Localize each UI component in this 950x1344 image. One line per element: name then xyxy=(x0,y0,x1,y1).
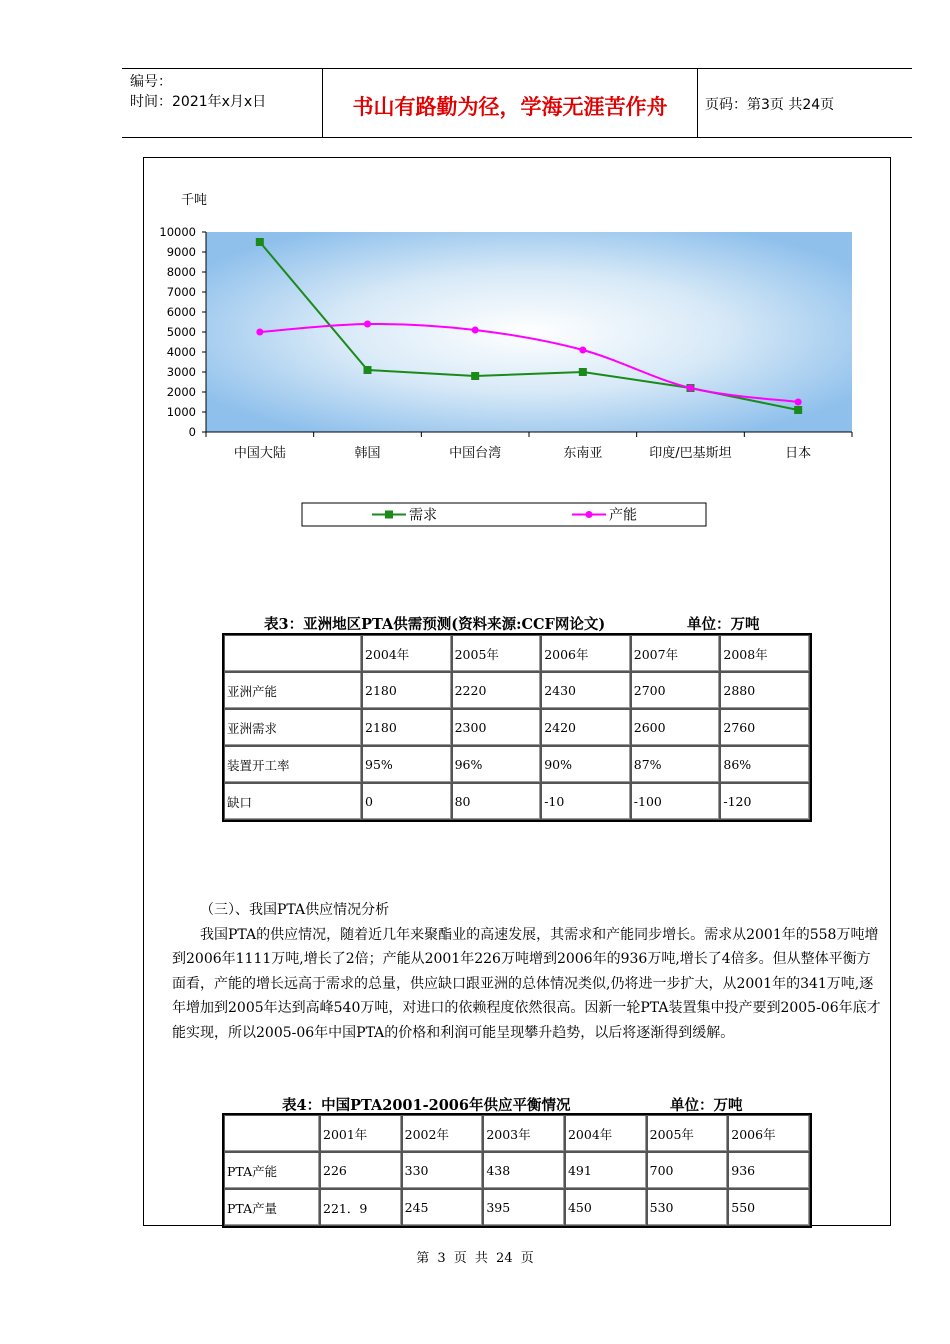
table3-unit: 单位：万吨 xyxy=(687,616,760,633)
table3 xyxy=(222,633,812,822)
table-header-cell: 2006年 xyxy=(541,635,631,672)
section-text xyxy=(172,898,882,1045)
data-point-circle xyxy=(256,329,263,336)
table-cell: 0 xyxy=(362,783,452,820)
table-cell: 缺口 xyxy=(224,783,362,820)
table-row xyxy=(224,746,810,783)
legend-box xyxy=(302,503,706,526)
header-page-cell xyxy=(697,69,912,137)
data-point-circle xyxy=(687,385,694,392)
y-axis-label: 千吨 xyxy=(181,193,208,208)
y-tick-label: 6000 xyxy=(166,305,196,319)
motto: 书山有路勤为径，学海无涯苦作舟 xyxy=(352,95,668,119)
table-cell: 438 xyxy=(483,1152,565,1189)
table-cell: 936 xyxy=(728,1152,810,1189)
table-cell: 221．9 xyxy=(320,1189,402,1226)
table-cell: 2760 xyxy=(720,709,810,746)
number-label: 编号： xyxy=(130,74,172,90)
table-header-cell: 2006年 xyxy=(728,1115,810,1152)
data-point-square xyxy=(579,368,587,376)
table-cell: 395 xyxy=(483,1189,565,1226)
table3-caption xyxy=(264,613,760,634)
table-cell: PTA产量 xyxy=(224,1189,320,1226)
table-cell: -10 xyxy=(541,783,631,820)
x-tick-label: 中国台湾 xyxy=(449,446,502,461)
table-row xyxy=(224,672,810,709)
table-header-cell xyxy=(224,635,362,672)
table-cell: -120 xyxy=(720,783,810,820)
table-cell: 226 xyxy=(320,1152,402,1189)
table-cell: 亚洲产能 xyxy=(224,672,362,709)
header-motto-cell xyxy=(322,69,698,137)
data-point-circle xyxy=(795,399,802,406)
line-chart xyxy=(143,157,889,537)
table3-title: 表3：亚洲地区PTA供需预测(资料来源:CCF网论文) xyxy=(264,616,606,633)
table-header-row xyxy=(224,1115,810,1152)
data-point-circle xyxy=(579,347,586,354)
y-tick-label: 8000 xyxy=(166,265,196,279)
table-header-cell xyxy=(224,1115,320,1152)
section-heading: （三）、我国PTA供应情况分析 xyxy=(200,902,390,918)
table-cell: 330 xyxy=(402,1152,484,1189)
page-header xyxy=(122,68,912,138)
table-header-cell: 2007年 xyxy=(631,635,721,672)
table-cell: 2600 xyxy=(631,709,721,746)
data-point-square xyxy=(794,406,802,414)
table-header-cell: 2008年 xyxy=(720,635,810,672)
table-cell: 2180 xyxy=(362,709,452,746)
table-cell: 2880 xyxy=(720,672,810,709)
page-footer: 第 3 页 共 24 页 xyxy=(416,1251,534,1266)
table-cell: 90% xyxy=(541,746,631,783)
table-cell: 装置开工率 xyxy=(224,746,362,783)
table-row xyxy=(224,1189,810,1226)
x-tick-label: 东南亚 xyxy=(563,446,603,461)
table-cell: 2180 xyxy=(362,672,452,709)
section-body: 我国PTA的供应情况，随着近几年来聚酯业的高速发展，其需求和产能同步增长。需求从2001年的558万吨增到2006年1111万吨,增长了2倍；产能从2001年226万吨增到2006年的936万吨,增长了4倍多。但从整体平衡方面看，产能的增长远高于需求的总量，供应缺口跟亚洲的总体情况类似,仍将进一步扩大，从2001年的341万吨,逐年增加到2005年达到高峰540万吨，对进口的依赖程度依然很高。因新一轮PTA装置集中投产要到2005-06年底才能实现，所以2005-06年中国PTA的价格和利润可能呈现攀升趋势，以后将逐渐得到缓解。 xyxy=(172,926,881,1041)
table-cell: 2300 xyxy=(452,709,542,746)
table-cell: PTA产能 xyxy=(224,1152,320,1189)
table-cell: 2700 xyxy=(631,672,721,709)
table-cell: 87% xyxy=(631,746,721,783)
table-cell: 491 xyxy=(565,1152,647,1189)
table-header-cell: 2005年 xyxy=(452,635,542,672)
table-header-cell: 2001年 xyxy=(320,1115,402,1152)
data-point-square xyxy=(471,372,479,380)
y-tick-label: 2000 xyxy=(166,385,196,399)
table-cell: 2420 xyxy=(541,709,631,746)
table-header-cell: 2004年 xyxy=(362,635,452,672)
legend-label: 产能 xyxy=(609,507,637,524)
legend-marker xyxy=(385,511,393,519)
table-cell: 2430 xyxy=(541,672,631,709)
time-label: 时间：2021年x月x日 xyxy=(130,94,267,110)
table4 xyxy=(222,1113,812,1228)
table-header-cell: 2004年 xyxy=(565,1115,647,1152)
table4-caption xyxy=(282,1094,743,1115)
table4-unit: 单位：万吨 xyxy=(670,1097,743,1114)
legend-marker xyxy=(586,511,593,518)
data-point-circle xyxy=(472,327,479,334)
header-meta xyxy=(122,69,322,137)
y-tick-label: 7000 xyxy=(166,285,196,299)
table-cell: 2220 xyxy=(452,672,542,709)
table-row xyxy=(224,783,810,820)
data-point-circle xyxy=(364,321,371,328)
table-cell: 亚洲需求 xyxy=(224,709,362,746)
table-cell: 550 xyxy=(728,1189,810,1226)
table-cell: 530 xyxy=(647,1189,729,1226)
table-cell: 86% xyxy=(720,746,810,783)
table-cell: 96% xyxy=(452,746,542,783)
x-tick-label: 印度/巴基斯坦 xyxy=(649,446,732,461)
table-row xyxy=(224,709,810,746)
table-header-cell: 2002年 xyxy=(402,1115,484,1152)
data-point-square xyxy=(364,366,372,374)
table-cell: 245 xyxy=(402,1189,484,1226)
table-cell: 450 xyxy=(565,1189,647,1226)
table-cell: 700 xyxy=(647,1152,729,1189)
y-tick-label: 9000 xyxy=(166,245,196,259)
y-tick-label: 3000 xyxy=(166,365,196,379)
table-header-cell: 2005年 xyxy=(647,1115,729,1152)
y-tick-label: 4000 xyxy=(166,345,196,359)
table-cell: 95% xyxy=(362,746,452,783)
y-tick-label: 1000 xyxy=(166,405,196,419)
table-header-cell: 2003年 xyxy=(483,1115,565,1152)
table-cell: 80 xyxy=(452,783,542,820)
y-tick-label: 5000 xyxy=(166,325,196,339)
table4-title: 表4：中国PTA2001-2006年供应平衡情况 xyxy=(282,1097,571,1114)
table-row xyxy=(224,1152,810,1189)
y-tick-label: 10000 xyxy=(159,225,196,239)
table-cell: -100 xyxy=(631,783,721,820)
data-point-square xyxy=(256,238,264,246)
x-tick-label: 中国大陆 xyxy=(233,446,286,461)
y-tick-label: 0 xyxy=(188,425,196,439)
x-tick-label: 韩国 xyxy=(354,446,381,461)
page-info: 页码：第3页 共24页 xyxy=(705,97,835,113)
x-tick-label: 日本 xyxy=(785,446,812,461)
legend-label: 需求 xyxy=(409,507,437,524)
table-header-row xyxy=(224,635,810,672)
